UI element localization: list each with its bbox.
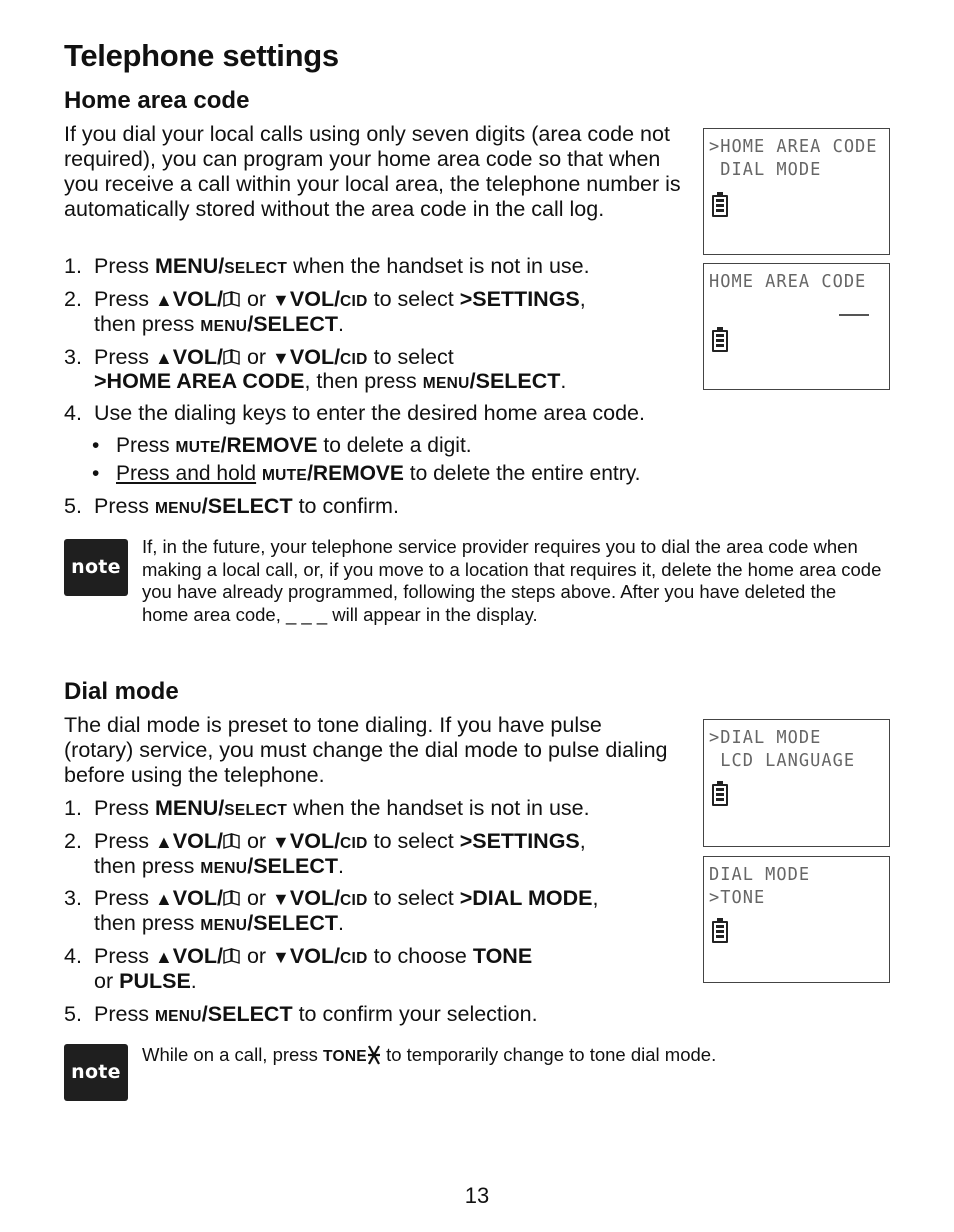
up-triangle-icon: ▲ <box>154 889 173 909</box>
lcd-screen-home-area-menu: >HOME AREA CODE DIAL MODE <box>703 128 890 255</box>
up-triangle-icon: ▲ <box>154 832 173 852</box>
battery-icon <box>712 921 728 943</box>
phonebook-icon <box>223 833 241 849</box>
phonebook-icon <box>223 291 241 307</box>
page-number: 13 <box>464 1183 490 1208</box>
battery-icon <box>712 195 728 217</box>
lcd-screen-dial-mode-tone: DIAL MODE >TONE <box>703 856 890 983</box>
note-text-home-area-code: If, in the future, your telephone service provider requires you to dial the area code when making a local call, or, if you move to a location that requires it, delete the home area code you have already programmed, following the steps above. After you have deleted the home area code, _ _ _ will appear in the display. <box>142 536 882 625</box>
empty-code-dashes <box>839 314 869 316</box>
tone-star-icon <box>367 1045 381 1065</box>
up-triangle-icon: ▲ <box>154 947 173 967</box>
up-triangle-icon: ▲ <box>154 290 173 310</box>
section-heading-home-area-code: Home area code <box>64 87 250 114</box>
lcd-screen-home-area-code: HOME AREA CODE <box>703 263 890 390</box>
note-badge: note <box>64 1044 128 1101</box>
dial-mode-intro: The dial mode is preset to tone dialing. If you have pulse (rotary) service, you must change the dial mode to pulse dialing before using the telephone. <box>64 713 668 787</box>
down-triangle-icon: ▼ <box>272 947 290 967</box>
up-triangle-icon: ▲ <box>154 348 173 368</box>
phonebook-icon <box>223 349 241 365</box>
note-text-tone: While on a call, press TONE to temporarily change to tone dial mode. <box>142 1044 717 1065</box>
section-heading-dial-mode: Dial mode <box>64 678 179 705</box>
phonebook-icon <box>223 948 241 964</box>
note-badge: note <box>64 539 128 596</box>
down-triangle-icon: ▼ <box>272 832 290 852</box>
page-title: Telephone settings <box>64 38 339 73</box>
down-triangle-icon: ▼ <box>272 290 290 310</box>
lcd-screen-dial-mode-menu: >DIAL MODE LCD LANGUAGE <box>703 719 890 847</box>
down-triangle-icon: ▼ <box>272 348 290 368</box>
phonebook-icon <box>223 890 241 906</box>
down-triangle-icon: ▼ <box>272 889 290 909</box>
home-area-code-intro: If you dial your local calls using only seven digits (area code not required), you can program your home area code so that when you receive a call within your local area, the telephone number is automatically stored without the area code in the call log. <box>64 122 681 221</box>
battery-icon <box>712 784 728 806</box>
battery-icon <box>712 330 728 352</box>
